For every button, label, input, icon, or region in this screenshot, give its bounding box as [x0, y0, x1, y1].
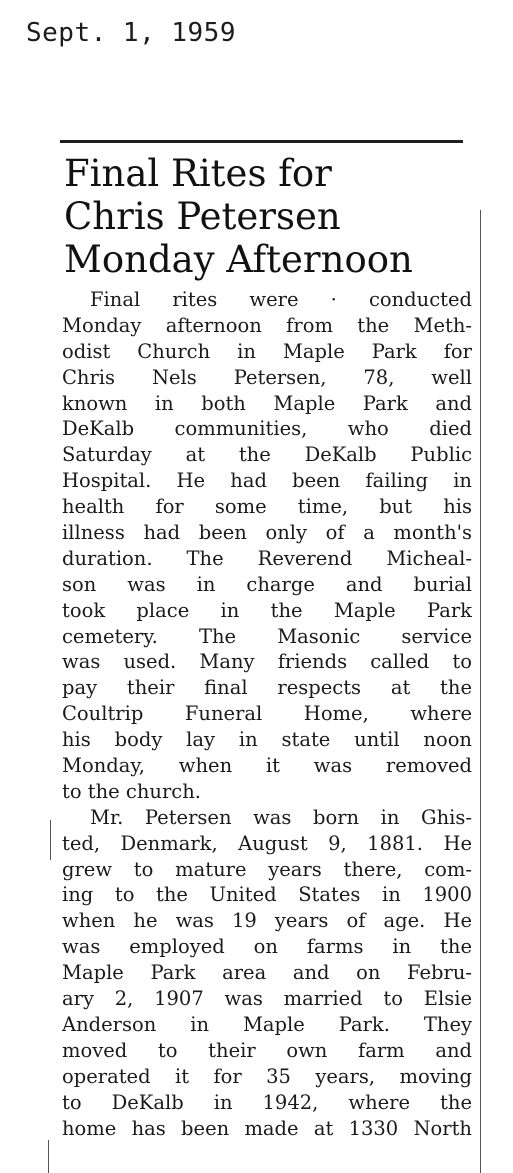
text-line: Maple Park area and on Febru-: [62, 961, 472, 985]
text-line: Anderson in Maple Park. They: [62, 1012, 472, 1036]
text-line: Chris Nels Petersen, 78, well: [62, 365, 472, 389]
paragraph-2: [62, 805, 472, 1142]
article-body: [62, 287, 472, 1141]
column-edge: [480, 210, 481, 1173]
text-line: ary 2, 1907 was married to Elsie: [62, 987, 472, 1011]
text-line: health for some time, but his: [62, 495, 472, 519]
text-line: odist Church in Maple Park for: [62, 339, 472, 363]
text-line: illness had been only of a month's: [62, 521, 472, 545]
top-rule: [60, 140, 463, 143]
headline-line: Final Rites for: [64, 152, 332, 195]
text-line: son was in charge and burial: [62, 572, 472, 596]
text-line: Coultrip Funeral Home, where: [62, 702, 472, 726]
text-line: home has been made at 1330 North: [62, 1116, 472, 1140]
text-line: took place in the Maple Park: [62, 598, 472, 622]
headline-line: Monday Afternoon: [64, 238, 413, 281]
text-line: grew to mature years there, com-: [62, 857, 472, 881]
text-line: known in both Maple Park and: [62, 391, 472, 415]
text-line: Monday, when it was removed: [62, 754, 472, 778]
text-line: Final rites were · conducted: [90, 288, 472, 311]
text-line: cemetery. The Masonic service: [62, 624, 472, 648]
text-line: when he was 19 years of age. He: [62, 909, 472, 933]
text-line: his body lay in state until noon: [62, 728, 472, 752]
column-edge-left: [50, 820, 51, 860]
paragraph-1: [62, 287, 472, 805]
text-line: pay their final respects at the: [62, 676, 472, 700]
column-edge-left-bottom: [48, 1140, 49, 1173]
text-line: Mr. Petersen was born in Ghis-: [90, 805, 472, 829]
headline: [64, 152, 474, 281]
text-line: Monday afternoon from the Meth-: [62, 313, 472, 337]
text-line: operated it for 35 years, moving: [62, 1064, 472, 1088]
text-line: DeKalb communities, who died: [62, 417, 472, 441]
text-line: ted, Denmark, August 9, 1881. He: [62, 831, 472, 855]
text-line: was used. Many friends called to: [62, 650, 472, 674]
text-line: moved to their own farm and: [62, 1038, 472, 1062]
text-line: Hospital. He had been failing in: [62, 469, 472, 493]
text-line: duration. The Reverend Micheal-: [62, 546, 472, 570]
text-line: Saturday at the DeKalb Public: [62, 443, 472, 467]
text-line: to DeKalb in 1942, where the: [62, 1090, 472, 1114]
text-line: ing to the United States in 1900: [62, 883, 472, 907]
clipping-date: Sept. 1, 1959: [26, 18, 236, 48]
newspaper-clipping: [50, 140, 482, 1173]
text-line: was employed on farms in the: [62, 935, 472, 959]
headline-line: Chris Petersen: [64, 195, 341, 238]
text-line: to the church.: [62, 779, 201, 803]
